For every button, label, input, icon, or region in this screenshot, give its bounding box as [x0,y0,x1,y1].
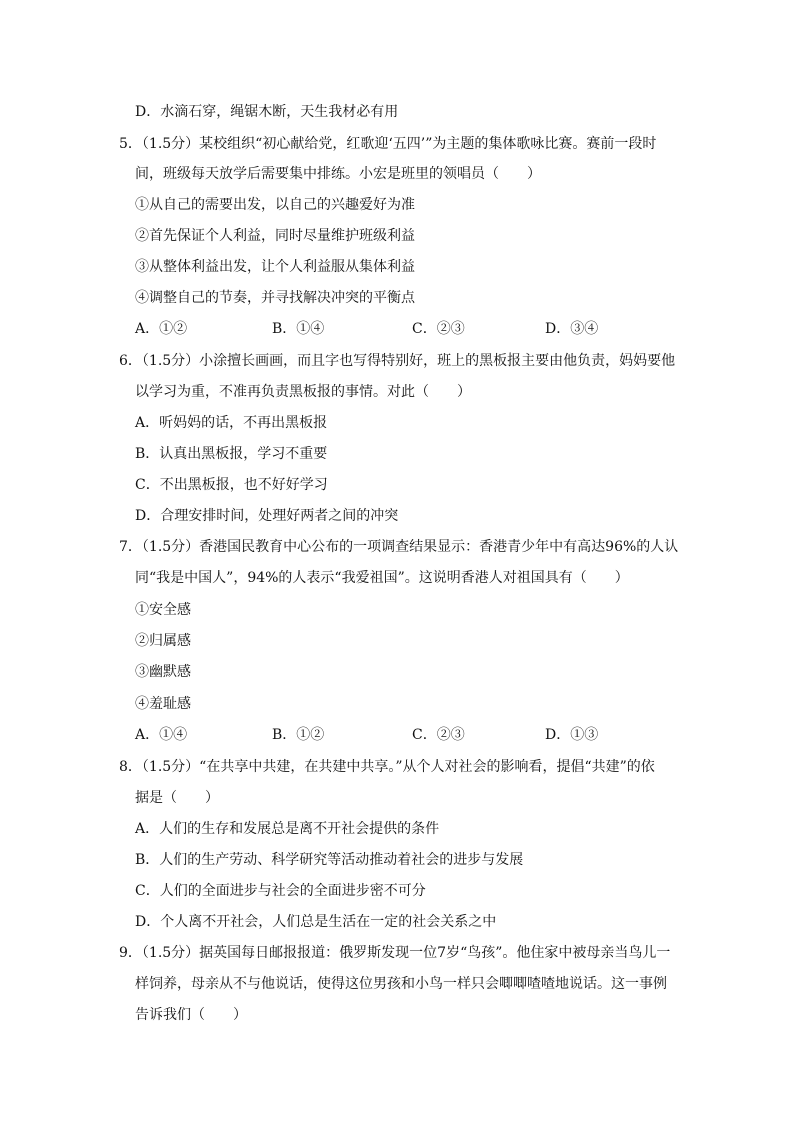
statement-5-2: ②首先保证个人利益，同时尽量维护班级利益 [135,228,415,244]
option-4d: D．水滴石穿，绳锯木断，天生我材必有用 [135,104,399,120]
question-9-text: 9．（1.5分）据英国每日邮报报道：俄罗斯发现一位7岁“鸟孩”。他住家中被母亲当鸟儿一 [119,945,671,961]
choice-7-a: A．①④ [135,727,188,743]
question-5-text: 5．（1.5分）某校组织“初心献给党，红歌迎‘五四’”为主题的集体歌咏比赛。赛前一段时 [119,136,657,152]
question-8-text: 8．（1.5分）“在共享中共建，在共建中共享。”从个人对社会的影响看，提倡“共建”的依 [119,759,655,775]
option-6-b: B．认真出黑板报，学习不重要 [135,446,328,462]
option-8-c: C．人们的全面进步与社会的全面进步密不可分 [135,883,426,899]
statement-7-3: ③幽默感 [135,664,191,680]
option-6-a: A．听妈妈的话，不再出黑板报 [135,415,328,431]
statement-7-2: ②归属感 [135,633,191,649]
question-5-text-cont: 间，班级每天放学后需要集中排练。小宏是班里的领唱员（ ） [135,166,541,182]
question-6-text-cont: 以学习为重，不准再负责黑板报的事情。对此（ ） [135,384,471,400]
choice-5-d: D．③④ [545,321,599,337]
statement-5-4: ④调整自己的节奏，并寻找解决冲突的平衡点 [135,290,415,306]
question-9-text-cont2: 告诉我们（ ） [135,1007,247,1023]
choice-7-d: D．①③ [545,727,599,743]
option-6-d: D．合理安排时间，处理好两者之间的冲突 [135,508,399,524]
choice-5-b: B．①④ [272,321,325,337]
statement-7-4: ④羞耻感 [135,696,191,712]
question-6-text: 6．（1.5分）小涂擅长画画，而且字也写得特别好，班上的黑板报主要由他负责，妈妈要他 [119,353,676,369]
choice-7-c: C．②③ [412,727,465,743]
choice-5-a: A．①② [135,321,188,337]
choice-5-c: C．②③ [412,321,465,337]
statement-5-1: ①从自己的需要出发，以自己的兴趣爱好为准 [135,197,415,213]
statement-5-3: ③从整体利益出发，让个人利益服从集体利益 [135,259,415,275]
option-8-a: A．人们的生存和发展总是离不开社会提供的条件 [135,821,440,837]
question-8-text-cont: 据是（ ） [135,790,219,806]
question-7-text: 7．（1.5分）香港国民教育中心公布的一项调查结果显示：香港青少年中有高达96%的人认 [119,539,679,555]
statement-7-1: ①安全感 [135,602,191,618]
choice-7-b: B．①② [272,727,325,743]
question-7-text-cont: 同“我是中国人”，94%的人表示“我爱祖国”。这说明香港人对祖国具有（ ） [135,570,629,586]
option-6-c: C．不出黑板报，也不好好学习 [135,477,328,493]
option-8-d: D．个人离不开社会，人们总是生活在一定的社会关系之中 [135,914,497,930]
question-9-text-cont: 样饲养，母亲从不与他说话，使得这位男孩和小鸟一样只会唧唧喳喳地说话。这一事例 [135,976,667,992]
option-8-b: B．人们的生产劳动、科学研究等活动推动着社会的进步与发展 [135,852,524,868]
